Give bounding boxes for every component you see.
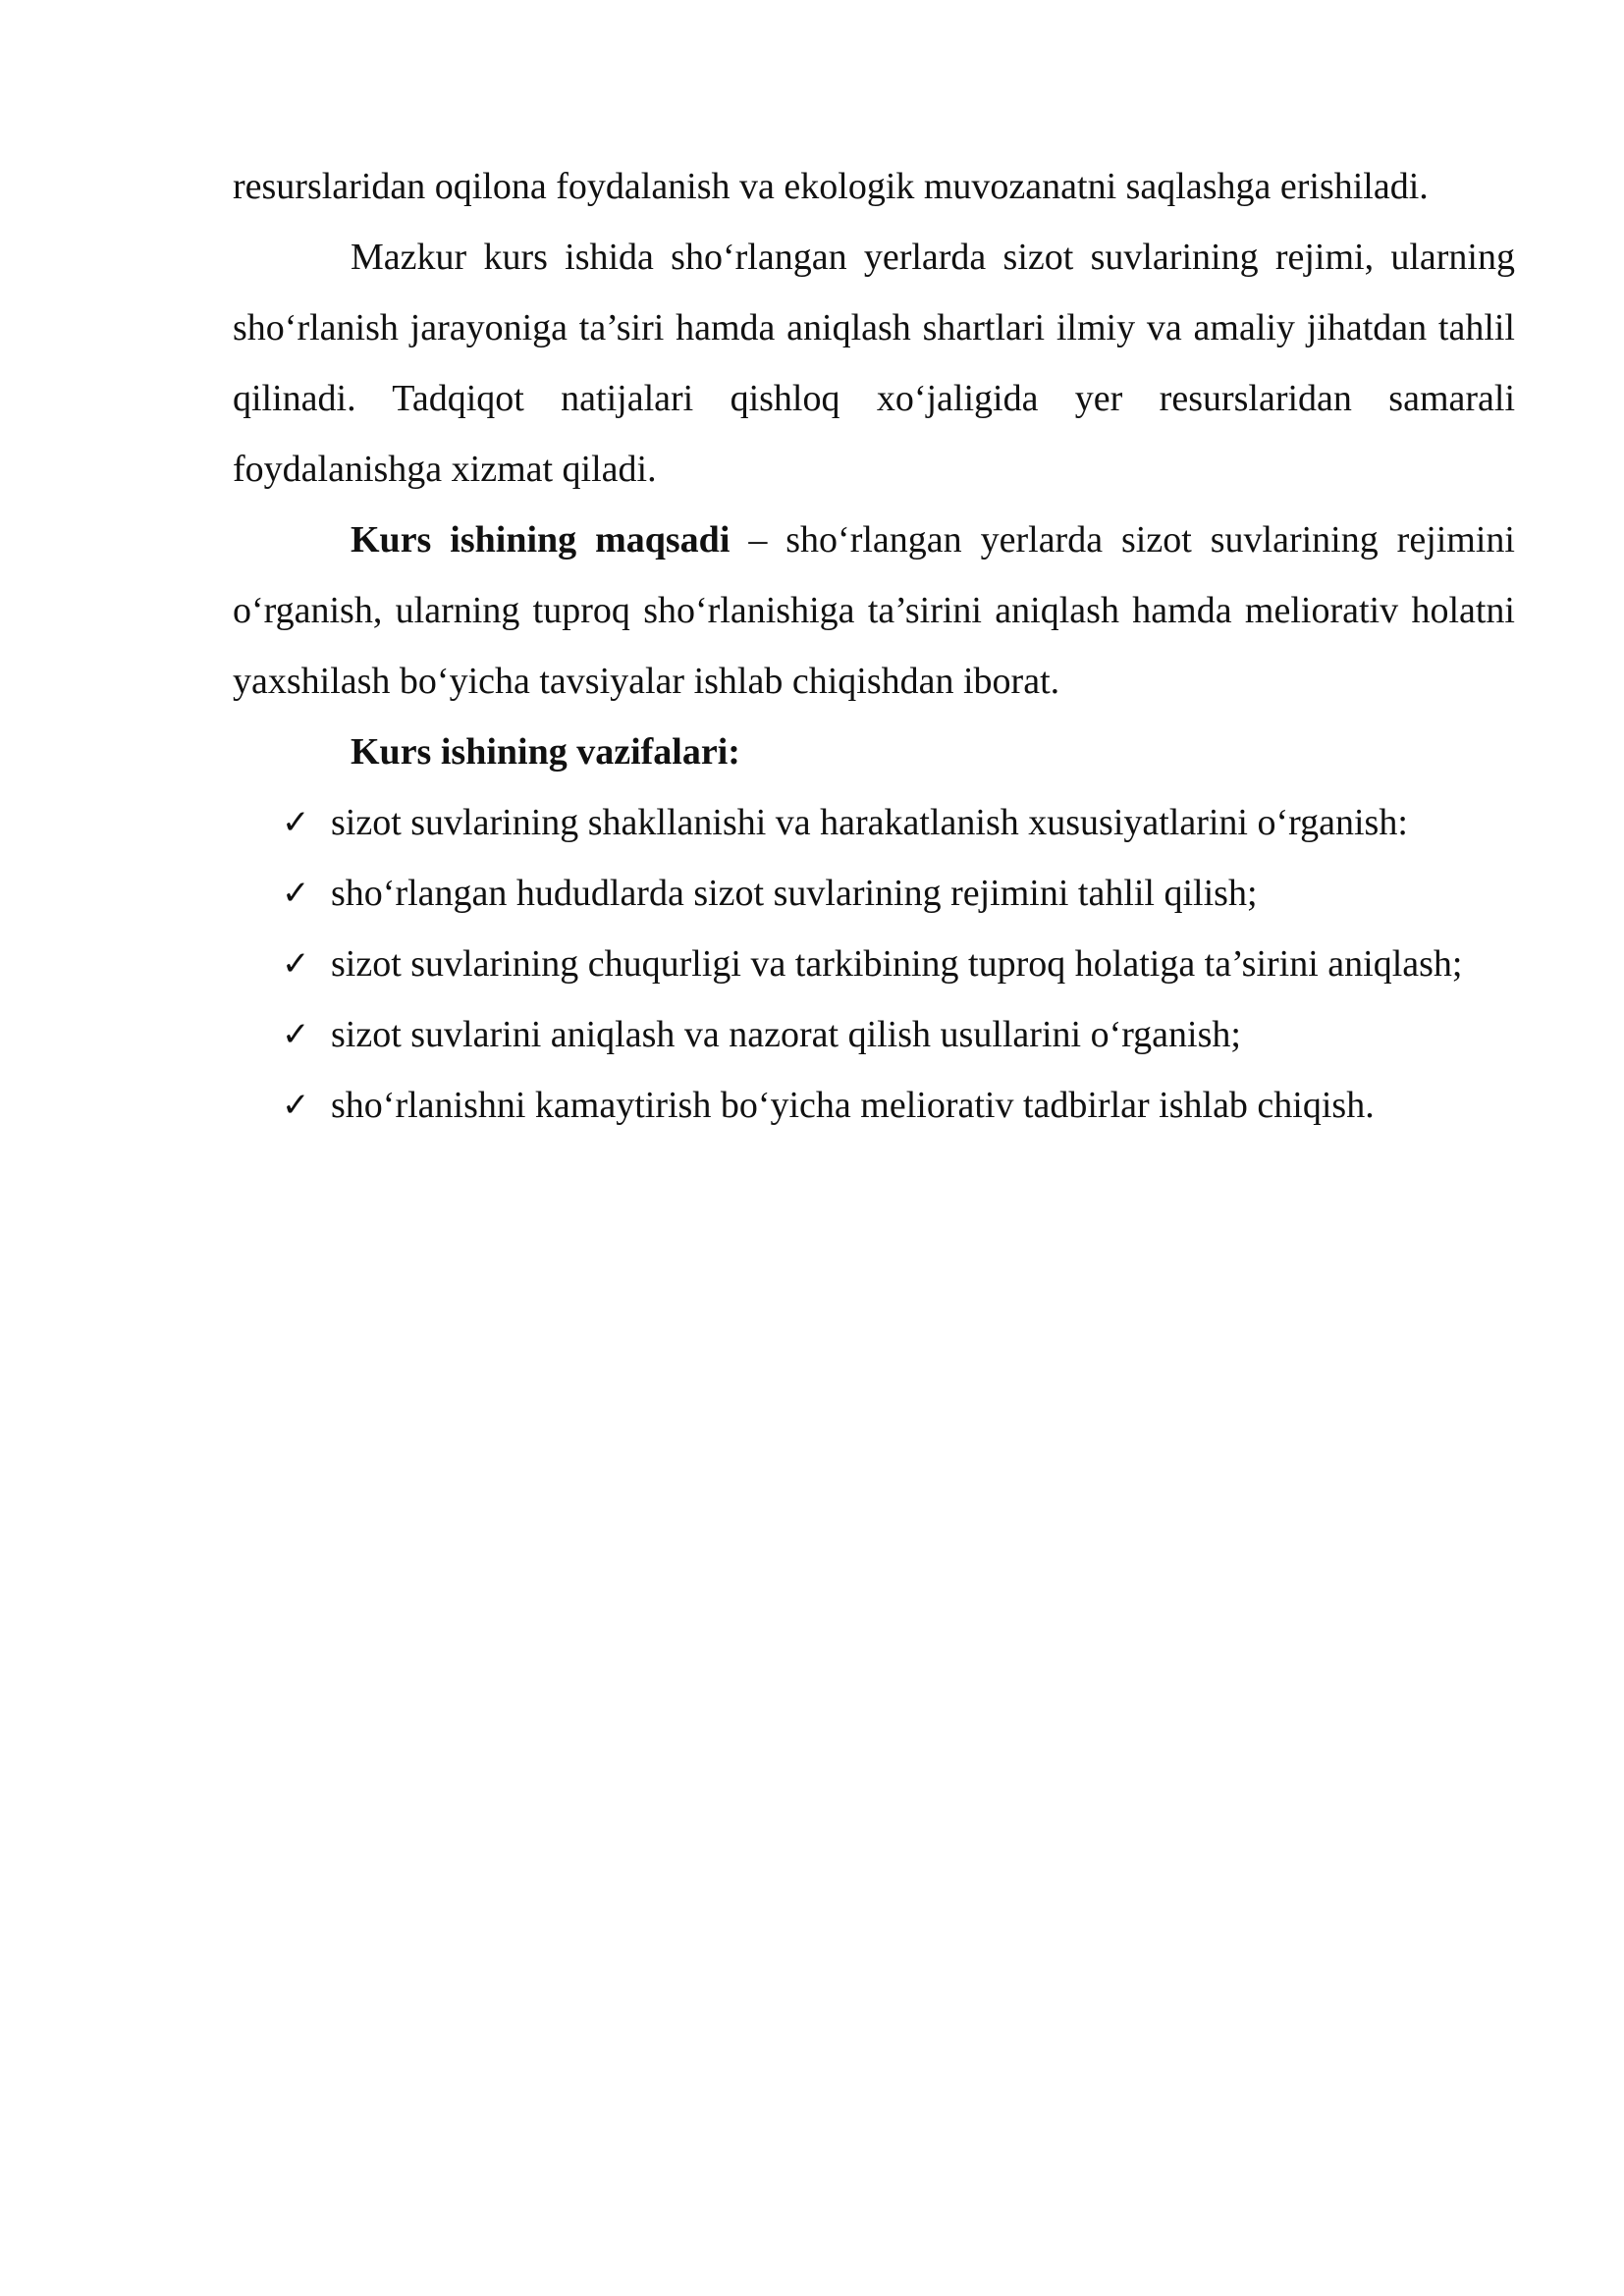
document-page [233, 151, 1515, 1141]
checkmark-icon: ✓ [282, 874, 310, 913]
checkmark-icon: ✓ [282, 803, 310, 842]
checkmark-icon: ✓ [282, 1015, 310, 1054]
list-item [233, 999, 1515, 1070]
list-item [233, 1070, 1515, 1141]
goal-label: Kurs ishining maqsadi [351, 519, 731, 561]
intro-continuation: resurslaridan oqilona foydalanish va ekologik muvozanatni saqlashga erishiladi. [233, 166, 1429, 207]
paragraph-goal [233, 505, 1515, 717]
paragraph-mazkur: Mazkur kurs ishida sho‘rlangan yerlarda sizot suvlarining rejimi, ularning sho‘rlanish jarayoniga ta’siri hamda aniqlash shartlari ilmiy va amaliy jihatdan tahlil qilinadi. Tadqiqot natijalari qishloq xo‘jaligida yer resurslaridan samarali foydalanishga xizmat qiladi. [233, 237, 1515, 490]
tasks-list [233, 787, 1515, 1141]
list-item [233, 787, 1515, 858]
list-item [233, 858, 1515, 929]
task-text: sizot suvlarining chuqurligi va tarkibining tuproq holatiga ta’sirini aniqlash; [331, 943, 1463, 985]
task-text: sizot suvlarini aniqlash va nazorat qilish usullarini o‘rganish; [331, 1014, 1241, 1055]
task-text: sizot suvlarining shakllanishi va harakatlanish xususiyatlarini o‘rganish: [331, 802, 1408, 843]
checkmark-icon: ✓ [282, 1086, 310, 1125]
task-text: sho‘rlangan hududlarda sizot suvlarining rejimini tahlil qilish; [331, 873, 1258, 914]
task-text: sho‘rlanishni kamaytirish bo‘yicha meliorativ tadbirlar ishlab chiqish. [331, 1085, 1375, 1126]
goal-text: – sho‘rlangan yerlarda sizot suvlarining rejimini o‘rganish, ularning tuproq sho‘rlanishiga ta’sirini aniqlash hamda meliorativ holatni yaxshilash bo‘yicha tavsiyalar ishlab chiqishdan iborat. [233, 519, 1515, 702]
tasks-heading: Kurs ishining vazifalari: [351, 731, 740, 773]
checkmark-icon: ✓ [282, 944, 310, 984]
list-item [233, 929, 1515, 999]
